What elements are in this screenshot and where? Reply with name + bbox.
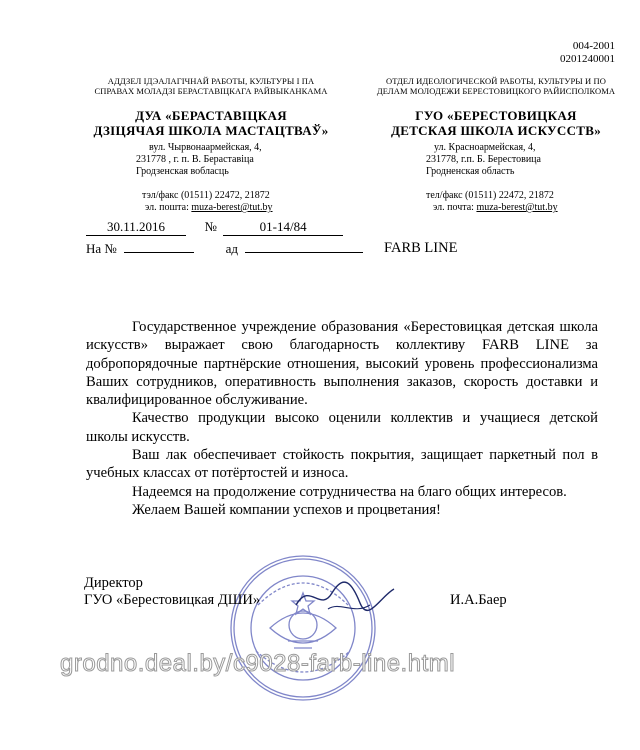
from-date-field [245,252,363,253]
signature-name: И.А.Баер [450,592,507,608]
signature-title-line-2: ГУО «Берестовицкая ДШИ» [84,592,261,608]
left-dept-line-1: АДДЗЕЛ ІДЭАЛАГІЧНАЙ РАБОТЫ, КУЛЬТУРЫ І ПА [107,76,315,86]
code-line-1: 004-2001 [572,40,615,52]
body-paragraph-5: Желаем Вашей компании успехов и процветания! [132,501,441,518]
reference-row-2 [86,241,363,257]
right-email-row [365,202,627,214]
addressee: FARB LINE [384,240,458,256]
reference-row-1 [86,219,343,236]
left-address-street: вул. Чырвонаармейская, 4, [149,142,262,153]
left-org-line-2: ДЗІЦЯЧАЯ ШКОЛА МАСТАЦТВАЎ» [93,123,329,138]
right-address-street: ул. Красноармейская, 4, [434,142,536,153]
right-org-line-2: ДЕТСКАЯ ШКОЛА ИСКУССТВ» [390,123,602,138]
left-phone: тэл/факс (01511) 22472, 21872 [142,190,270,201]
handwritten-signature [290,575,400,620]
signature-title [84,575,260,609]
from-label: ад [225,241,238,256]
right-email-link[interactable]: muza-berest@tut.by [476,202,558,213]
left-dept-line-2: СПРАВАХ МОЛАДЗІ БЕРАСТАВІЦКАГА РАЙВЫКАНКАМА [94,86,328,96]
number-label: № [204,219,217,234]
right-dept-line-2: ДЕЛАМ МОЛОДЕЖИ БЕРЕСТОВИЦКОГО РАЙИСПОЛКОМА [376,86,616,96]
body-paragraph-4: Надеемся на продолжение сотрудничества на благо общих интересов. [132,483,567,500]
right-phone: тел/факс (01511) 22472, 21872 [426,190,554,201]
on-number-label: На № [86,241,117,256]
right-address-region: Гродненская область [426,166,515,177]
body-paragraph-2: Качество продукции высоко оценили коллектив и учащиеся детской школы искусств. [86,410,598,445]
left-email-label: эл. пошта: [145,202,189,213]
right-email-label: эл. почта: [433,202,474,213]
left-address-city: 231778 , г. п. В. Бераставіца [136,154,254,165]
document-number: 01-14/84 [223,219,343,236]
on-number-field [124,252,194,253]
left-email-row [80,202,342,214]
body-paragraph-3: Ваш лак обеспечивает стойкость покрытия, защищает паркетный пол в учебных классах от потёртостей и износа. [86,447,598,482]
body-paragraph-1: Государственное учреждение образования «Берестовицкая детская школа искусств» выражает свою благодарность коллективу FARB LINE за добропорядочные партнёрские отношения, высокий уровень профессионализма Ваших сотрудников, оперативность выполнения заказов, скорость доставки и квалифицированное обслуживание. [86,319,598,409]
letter-body [86,318,598,519]
right-dept-line-1: ОТДЕЛ ИДЕОЛОГИЧЕСКОЙ РАБОТЫ, КУЛЬТУРЫ И ПО [386,76,606,86]
right-address-city: 231778, г.п. Б. Берестовица [426,154,541,165]
left-org-line-1: ДУА «БЕРАСТАВІЦКАЯ [135,108,287,123]
right-header [365,76,627,214]
left-address-region: Гродзенская вобласць [136,166,229,177]
right-org-line-1: ГУО «БЕРЕСТОВИЦКАЯ [415,108,577,123]
signature-title-line-1: Директор [84,575,143,591]
left-header [80,76,342,214]
code-line-2: 0201240001 [560,53,615,65]
document-date: 30.11.2016 [86,219,186,236]
watermark-url: grodno.deal.by/c9028-farb-line.html [60,650,456,677]
left-email-link[interactable]: muza-berest@tut.by [191,202,273,213]
document-codes [560,40,615,66]
